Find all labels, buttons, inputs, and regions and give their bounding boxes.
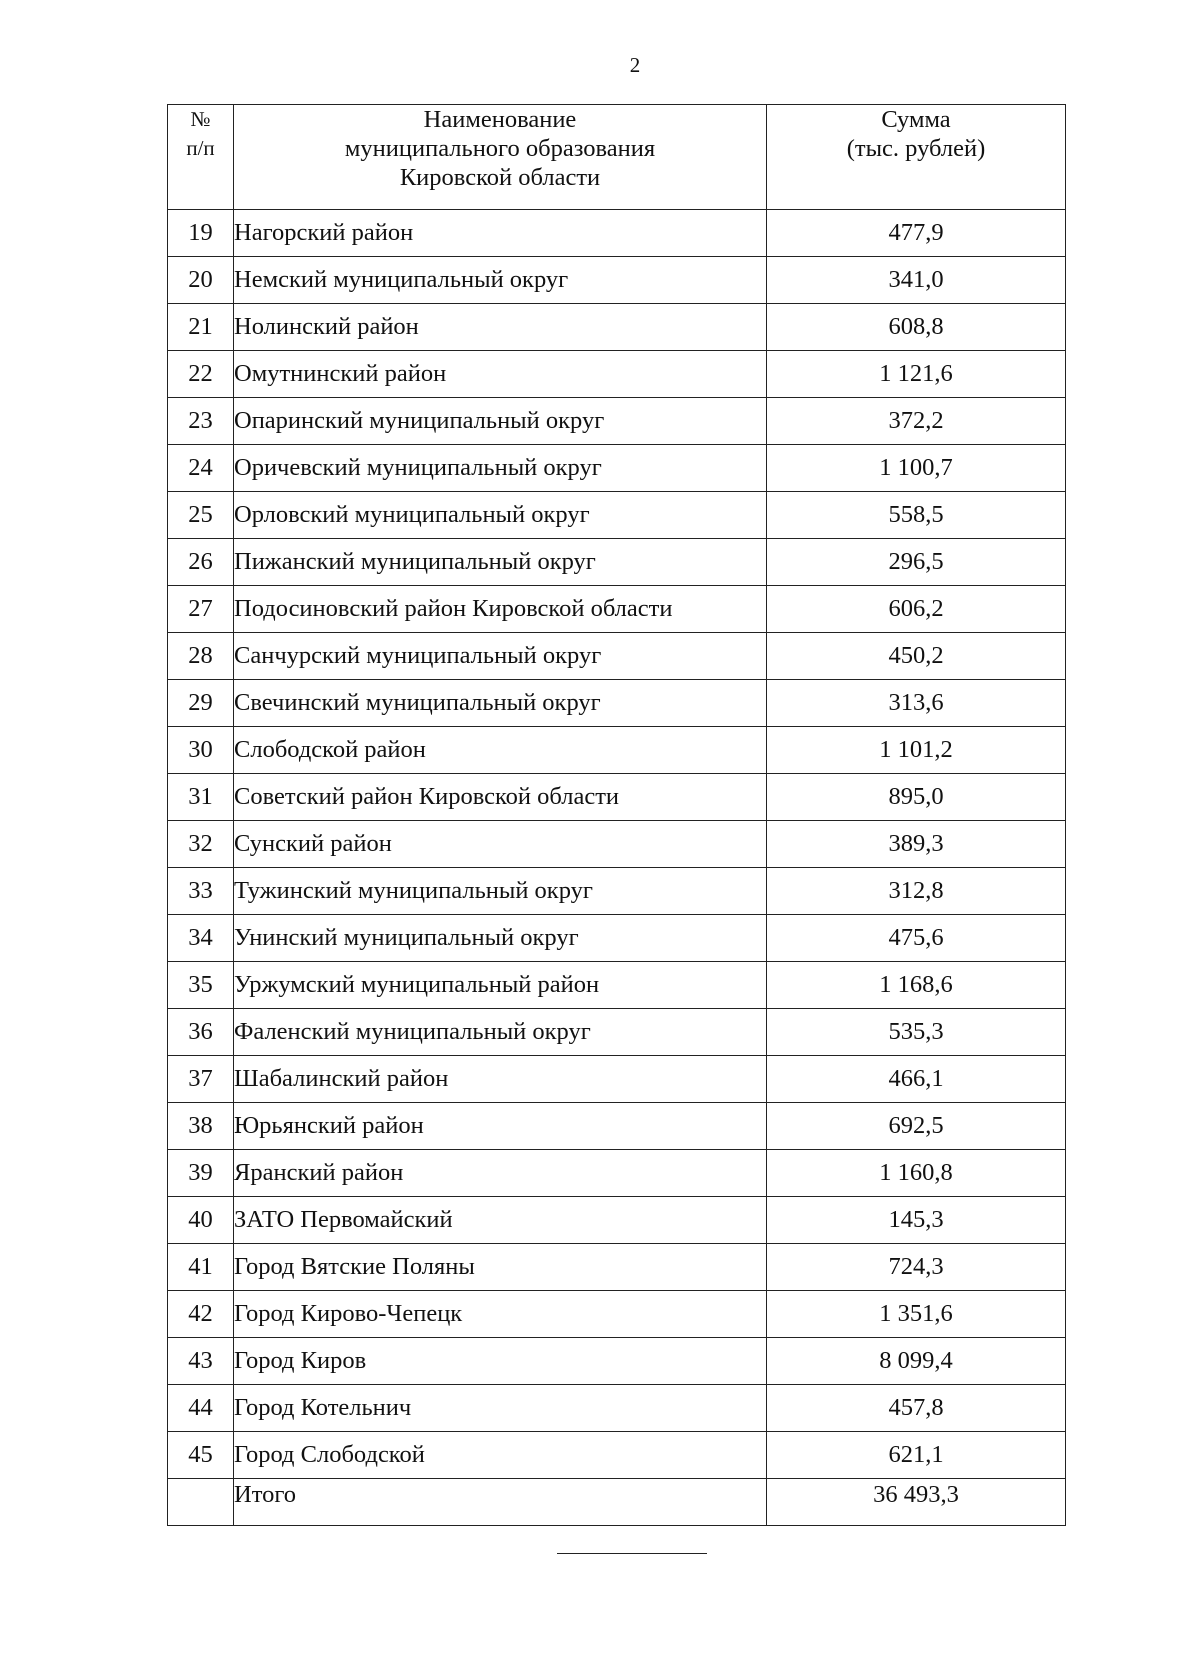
- name-cell: Тужинский муниципальный округ: [234, 868, 767, 915]
- number-cell: 28: [168, 633, 234, 680]
- table-row: [168, 445, 1066, 492]
- sum-cell: 535,3: [767, 1009, 1066, 1056]
- table-body: [168, 210, 1066, 1526]
- table-row: [168, 1197, 1066, 1244]
- page-number: 2: [629, 53, 641, 77]
- name-cell: Санчурский муниципальный округ: [234, 633, 767, 680]
- name-cell: Яранский район: [234, 1150, 767, 1197]
- table-row: [168, 398, 1066, 445]
- table-row: [168, 210, 1066, 257]
- name-cell: Свечинский муниципальный округ: [234, 680, 767, 727]
- sum-cell: 296,5: [767, 539, 1066, 586]
- number-cell: 39: [168, 1150, 234, 1197]
- sum-cell: 1 168,6: [767, 962, 1066, 1009]
- sum-cell: 312,8: [767, 868, 1066, 915]
- number-cell: 26: [168, 539, 234, 586]
- name-cell: Подосиновский район Кировской области: [234, 586, 767, 633]
- number-cell: 22: [168, 351, 234, 398]
- number-cell: 44: [168, 1385, 234, 1432]
- table-row: [168, 1103, 1066, 1150]
- name-cell: Город Котельнич: [234, 1385, 767, 1432]
- name-cell: Немский муниципальный округ: [234, 257, 767, 304]
- number-cell: 30: [168, 727, 234, 774]
- sum-cell: 372,2: [767, 398, 1066, 445]
- header-name-line-1: Наименование: [423, 106, 577, 133]
- table-row: [168, 1291, 1066, 1338]
- sum-cell: 1 121,6: [767, 351, 1066, 398]
- number-cell: 20: [168, 257, 234, 304]
- sum-cell: 341,0: [767, 257, 1066, 304]
- sum-cell: 724,3: [767, 1244, 1066, 1291]
- number-cell: 34: [168, 915, 234, 962]
- name-cell: Унинский муниципальный округ: [234, 915, 767, 962]
- table-row: [168, 351, 1066, 398]
- sum-cell: 475,6: [767, 915, 1066, 962]
- sum-cell: 466,1: [767, 1056, 1066, 1103]
- header-name: [234, 105, 767, 210]
- table-row: [168, 1150, 1066, 1197]
- end-divider: [557, 1553, 707, 1554]
- name-cell: Город Слободской: [234, 1432, 767, 1479]
- table-row: [168, 1056, 1066, 1103]
- table-row: [168, 1338, 1066, 1385]
- number-cell: 41: [168, 1244, 234, 1291]
- sum-cell: 895,0: [767, 774, 1066, 821]
- sum-cell: 1 351,6: [767, 1291, 1066, 1338]
- name-cell: Слободской район: [234, 727, 767, 774]
- number-cell: 19: [168, 210, 234, 257]
- municipalities-table: [167, 104, 1066, 1526]
- table-row: [168, 774, 1066, 821]
- number-cell: 27: [168, 586, 234, 633]
- sum-cell: 477,9: [767, 210, 1066, 257]
- number-cell: 25: [168, 492, 234, 539]
- sum-cell: 450,2: [767, 633, 1066, 680]
- table-row: [168, 539, 1066, 586]
- sum-cell: 389,3: [767, 821, 1066, 868]
- name-cell: Сунский район: [234, 821, 767, 868]
- sum-cell: 692,5: [767, 1103, 1066, 1150]
- number-cell: 31: [168, 774, 234, 821]
- number-cell: 42: [168, 1291, 234, 1338]
- number-cell: 36: [168, 1009, 234, 1056]
- header-sum: [767, 105, 1066, 210]
- number-cell: 38: [168, 1103, 234, 1150]
- number-cell: 32: [168, 821, 234, 868]
- name-cell: Фаленский муниципальный округ: [234, 1009, 767, 1056]
- table-row: [168, 1385, 1066, 1432]
- sum-cell: 1 101,2: [767, 727, 1066, 774]
- table-row: [168, 1244, 1066, 1291]
- name-cell: Нолинский район: [234, 304, 767, 351]
- table-header-row: [168, 105, 1066, 210]
- sum-cell: 608,8: [767, 304, 1066, 351]
- table-row: [168, 586, 1066, 633]
- header-sum-line-1: Сумма: [881, 106, 951, 133]
- number-cell: 33: [168, 868, 234, 915]
- header-name-line-2: муниципального образования: [344, 135, 656, 162]
- number-cell: 23: [168, 398, 234, 445]
- name-cell: Город Вятские Поляны: [234, 1244, 767, 1291]
- sum-cell: 145,3: [767, 1197, 1066, 1244]
- table-row: [168, 962, 1066, 1009]
- header-sum-line-2: (тыс. рублей): [846, 135, 986, 162]
- sum-cell: 8 099,4: [767, 1338, 1066, 1385]
- sum-cell: 1 100,7: [767, 445, 1066, 492]
- name-cell: Оричевский муниципальный округ: [234, 445, 767, 492]
- table-row: [168, 868, 1066, 915]
- name-cell: Юрьянский район: [234, 1103, 767, 1150]
- table-row: [168, 257, 1066, 304]
- number-cell: 29: [168, 680, 234, 727]
- sum-cell: 457,8: [767, 1385, 1066, 1432]
- name-cell: Нагорский район: [234, 210, 767, 257]
- number-cell: 21: [168, 304, 234, 351]
- name-cell: Орловский муниципальный округ: [234, 492, 767, 539]
- name-cell: Шабалинский район: [234, 1056, 767, 1103]
- name-cell: Омутнинский район: [234, 351, 767, 398]
- number-cell: 40: [168, 1197, 234, 1244]
- table-row: [168, 633, 1066, 680]
- name-cell: Советский район Кировской области: [234, 774, 767, 821]
- table-row: [168, 680, 1066, 727]
- table-row: [168, 304, 1066, 351]
- table-row: [168, 727, 1066, 774]
- table-row: [168, 1009, 1066, 1056]
- number-cell: 35: [168, 962, 234, 1009]
- table-row: [168, 821, 1066, 868]
- name-cell: Пижанский муниципальный округ: [234, 539, 767, 586]
- total-row: [168, 1479, 1066, 1526]
- sum-cell: 313,6: [767, 680, 1066, 727]
- number-cell: 43: [168, 1338, 234, 1385]
- sum-cell: 558,5: [767, 492, 1066, 539]
- number-cell: 45: [168, 1432, 234, 1479]
- number-cell: 24: [168, 445, 234, 492]
- sum-cell: 606,2: [767, 586, 1066, 633]
- header-name-line-3: Кировской области: [399, 164, 601, 191]
- sum-cell: 1 160,8: [767, 1150, 1066, 1197]
- name-cell: Уржумский муниципальный район: [234, 962, 767, 1009]
- header-number-line-2: п/п: [186, 136, 215, 160]
- total-number-cell: [168, 1479, 234, 1526]
- name-cell: Город Кирово-Чепецк: [234, 1291, 767, 1338]
- name-cell: Город Киров: [234, 1338, 767, 1385]
- table-row: [168, 1432, 1066, 1479]
- header-number-line-1: №: [190, 107, 211, 131]
- table-row: [168, 915, 1066, 962]
- sum-cell: 621,1: [767, 1432, 1066, 1479]
- header-number: [168, 105, 234, 210]
- number-cell: 37: [168, 1056, 234, 1103]
- table-row: [168, 492, 1066, 539]
- total-sum-cell: 36 493,3: [767, 1479, 1066, 1526]
- total-label-cell: Итого: [234, 1479, 767, 1526]
- name-cell: Опаринский муниципальный округ: [234, 398, 767, 445]
- name-cell: ЗАТО Первомайский: [234, 1197, 767, 1244]
